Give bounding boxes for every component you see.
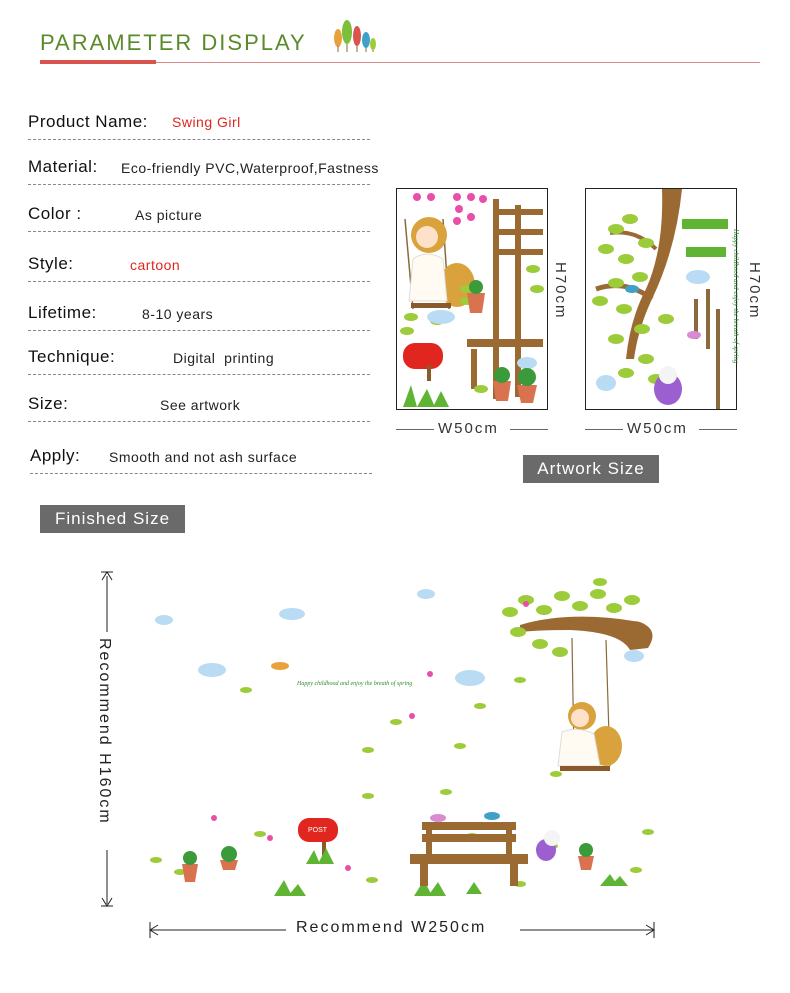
artwork-size-tag: Artwork Size [523, 455, 659, 483]
dotted-divider [28, 231, 370, 232]
sheet-1-width-label: W50cm [438, 420, 499, 437]
finished-size-tag: Finished Size [40, 505, 185, 533]
dotted-divider [28, 281, 370, 282]
param-value: cartoon [130, 257, 181, 273]
sheet-1-artwork [397, 189, 547, 409]
param-label: Product Name: [28, 112, 148, 131]
dotted-divider [28, 139, 370, 140]
param-label: Technique: [28, 347, 116, 366]
param-value: Swing Girl [172, 114, 241, 130]
param-value: As picture [135, 207, 203, 223]
param-row-product-name [28, 112, 370, 132]
param-row-material [28, 157, 379, 177]
param-label: Color : [28, 204, 82, 223]
dotted-divider [28, 330, 370, 331]
sheet-2-width-dimension [585, 420, 737, 440]
sheet-1-height-label: H70cm [552, 262, 569, 320]
param-row-color [28, 204, 370, 224]
header-accent-bar [40, 60, 156, 64]
sheet-1-width-dimension [396, 420, 548, 440]
tree-icon [330, 16, 378, 56]
param-row-apply [30, 446, 372, 466]
param-value: Digital printing [173, 350, 275, 366]
artwork-sheet-2 [585, 188, 740, 410]
param-label: Lifetime: [28, 303, 97, 322]
recommend-height-label: Recommend H160cm [96, 638, 113, 825]
param-value: 8-10 years [142, 306, 214, 322]
finished-wall-scene [100, 570, 700, 950]
param-row-lifetime [28, 303, 370, 323]
finished-caption: Happy childhood and enjoy the breath of spring [297, 681, 413, 687]
param-row-technique [28, 347, 370, 367]
dotted-divider [28, 421, 370, 422]
recommend-width-label: Recommend W250cm [296, 919, 487, 936]
sheet-2-width-label: W50cm [627, 420, 688, 437]
param-value: See artwork [160, 397, 241, 413]
page-title: PARAMETER DISPLAY [40, 30, 307, 55]
dotted-divider [28, 374, 370, 375]
param-label: Material: [28, 157, 98, 176]
artwork-sheet-1 [396, 188, 548, 410]
sheet-2-artwork [586, 189, 740, 409]
param-row-size [28, 394, 370, 414]
param-label: Apply: [30, 446, 81, 465]
param-value: Eco-friendly PVC,Waterproof,Fastness [121, 160, 379, 176]
param-row-style [28, 254, 370, 274]
sheet-2-caption: Happy childhood and enjoy the breath of spring [732, 229, 740, 364]
param-value: Smooth and not ash surface [109, 449, 298, 465]
dotted-divider [28, 184, 370, 185]
bench-icon [410, 822, 528, 886]
dotted-divider [30, 473, 372, 474]
mailbox-label: POST [308, 827, 328, 834]
sheet-2-height-label: H70cm [746, 262, 763, 320]
param-label: Size: [28, 394, 69, 413]
param-label: Style: [28, 254, 74, 273]
